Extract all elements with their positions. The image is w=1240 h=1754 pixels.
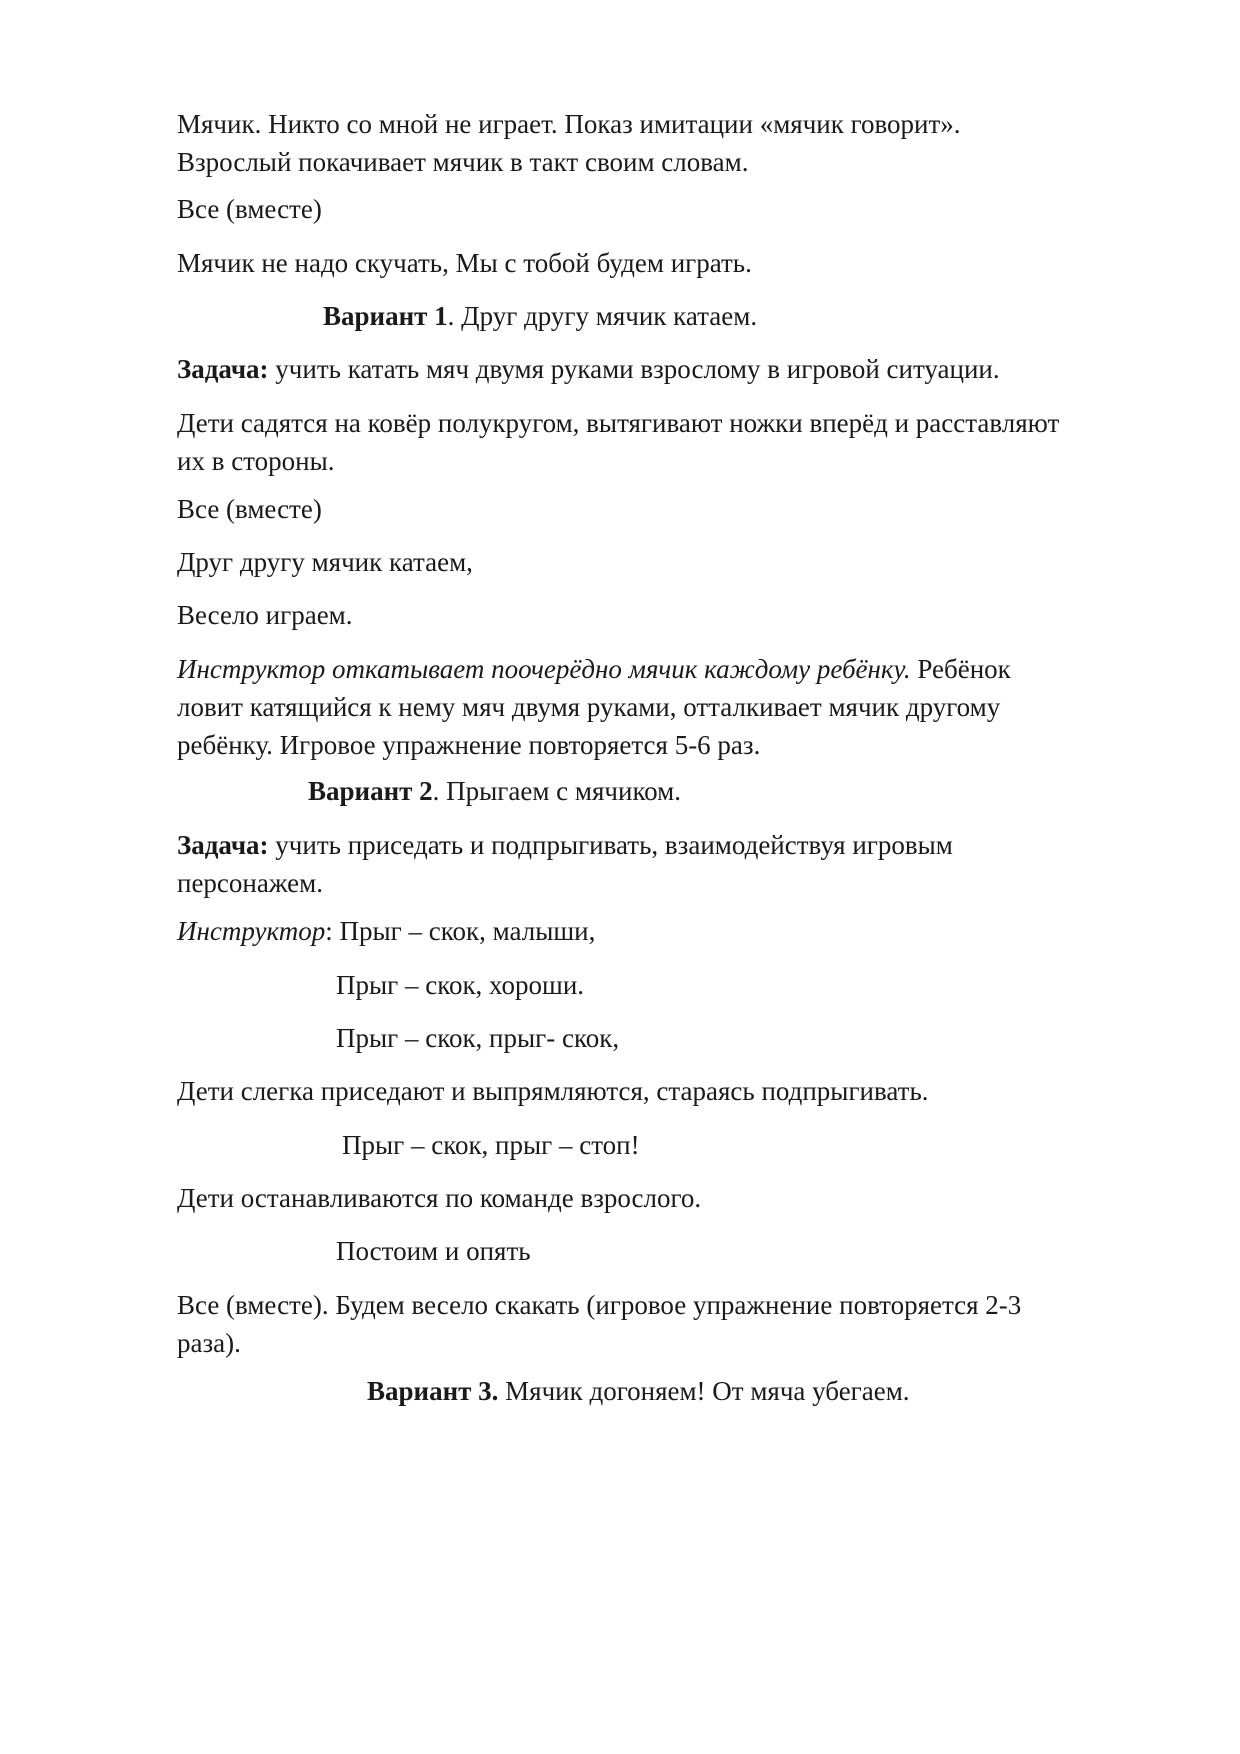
paragraph-instructor-poem bbox=[177, 912, 1137, 950]
text-line: ребёнку. Игровое упражнение повторяется 5-6 раз. bbox=[177, 730, 761, 760]
text-line: Все (вместе). Будем весело скакать (игровое упражнение повторяется 2-3 bbox=[177, 1290, 1022, 1320]
instruction-italic: Инструктор откатывает поочерёдно мячик каждому ребёнку. bbox=[177, 654, 911, 684]
paragraph-children-stop: Дети останавливаются по команде взрослого. bbox=[177, 1183, 702, 1213]
variant-label: Вариант 2 bbox=[308, 776, 433, 806]
poem-line-3: Прыг – скок, прыг – стоп! bbox=[342, 1130, 640, 1160]
text-line: ловит катящийся к нему мяч двумя руками, отталкивает мячик другому bbox=[177, 692, 1001, 722]
paragraph-task-2 bbox=[177, 826, 1137, 902]
paragraph-children-sit bbox=[177, 404, 1137, 480]
text-line: их в стороны. bbox=[177, 446, 335, 476]
task-text: учить катать мяч двумя руками взрослому в игровой ситуации. bbox=[268, 354, 1000, 384]
variant-title: . Друг другу мячик катаем. bbox=[447, 301, 758, 331]
poem-line-1: Прыг – скок, хороши. bbox=[336, 970, 585, 1000]
paragraph-poem-ball: Мячик не надо скучать, Мы с тобой будем играть. bbox=[177, 248, 752, 278]
paragraph-all-together-2: Все (вместе) bbox=[177, 494, 322, 524]
task-text: учить приседать и подпрыгивать, взаимодействуя игровым bbox=[268, 830, 953, 860]
paragraph-all-together: Все (вместе) bbox=[177, 194, 322, 224]
text-line: Мячик. Никто со мной не играет. Показ имитации «мячик говорит». bbox=[177, 109, 961, 139]
heading-variant-2 bbox=[308, 772, 1240, 810]
heading-variant-1 bbox=[323, 297, 1240, 335]
paragraph-poem-roll: Друг другу мячик катаем, bbox=[177, 547, 473, 577]
paragraph-instructor-rolls bbox=[177, 650, 1137, 764]
text-line: Ребёнок bbox=[910, 654, 1011, 684]
task-label: Задача: bbox=[177, 830, 269, 860]
paragraph-poem-play: Весело играем. bbox=[177, 600, 353, 630]
text-line: : Прыг – скок, малыши, bbox=[325, 916, 596, 946]
variant-label: Вариант 3. bbox=[367, 1376, 499, 1406]
variant-title: . Прыгаем с мячиком. bbox=[432, 776, 682, 806]
paragraph-all-jump bbox=[177, 1286, 1137, 1362]
poem-line-4: Постоим и опять bbox=[336, 1236, 531, 1266]
variant-title: Мячик догоняем! От мяча убегаем. bbox=[498, 1376, 910, 1406]
text-line: Взрослый покачивает мячик в такт своим словам. bbox=[177, 147, 749, 177]
text-line: персонажем. bbox=[177, 868, 323, 898]
text-line: раза). bbox=[177, 1328, 241, 1358]
heading-variant-3 bbox=[367, 1372, 1240, 1410]
task-label: Задача: bbox=[177, 354, 269, 384]
paragraph-children-squat: Дети слегка приседают и выпрямляются, стараясь подпрыгивать. bbox=[177, 1076, 929, 1106]
poem-line-2: Прыг – скок, прыг- скок, bbox=[336, 1023, 620, 1053]
paragraph-task-1 bbox=[177, 350, 1137, 388]
variant-label: Вариант 1 bbox=[323, 301, 448, 331]
text-line: Дети садятся на ковёр полукругом, вытягивают ножки вперёд и расставляют bbox=[177, 408, 1060, 438]
paragraph-ball-intro bbox=[177, 105, 1137, 181]
instructor-label: Инструктор bbox=[177, 916, 326, 946]
